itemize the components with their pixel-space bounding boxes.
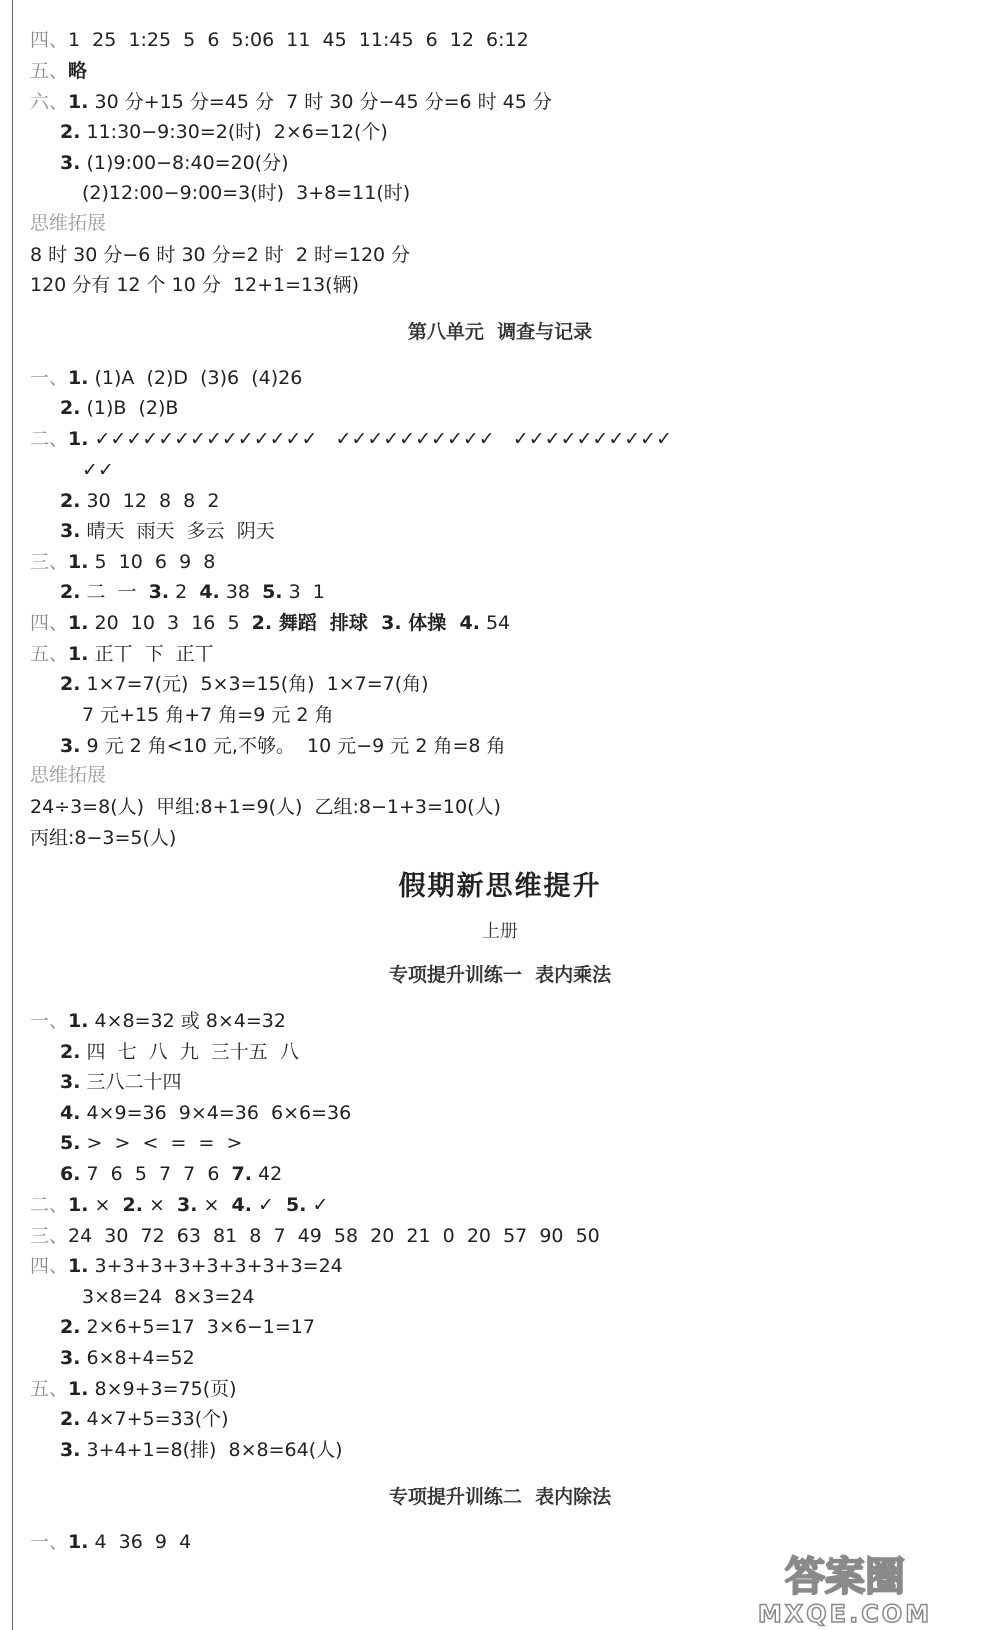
answer-line: 一、1. 4 36 9 4 (30, 1531, 192, 1553)
answer-line: 3. (1)9:00−8:40=20(分) (60, 152, 289, 174)
answer-line: 3. 9 元 2 角<10 元,不够。 10 元−9 元 2 角=8 角 (60, 735, 506, 757)
answer-line: 2. 30 12 8 8 2 (60, 490, 220, 512)
answer-line: 2. 11:30−9:30=2(时) 2×6=12(个) (60, 121, 388, 143)
holiday-title: 假期新思维提升 (398, 871, 602, 902)
answer-line: 五、略 (30, 60, 88, 82)
answer-line: (2)12:00−9:00=3(时) 3+8=11(时) (82, 182, 411, 204)
answer-line: 2. (1)B (2)B (60, 397, 179, 419)
answer-line: 二、1. ✓✓✓✓✓✓✓✓✓✓✓✓✓✓ ✓✓✓✓✓✓✓✓✓✓ ✓✓✓✓✓✓✓✓✓✓ (30, 428, 673, 450)
left-margin-rule (12, 0, 13, 1630)
answer-line: 五、1. 8×9+3=75(页) (30, 1378, 237, 1400)
answer-line: 2. 二 一 3. 2 4. 38 5. 3 1 (60, 581, 325, 603)
answer-line: 2. 4×7+5=33(个) (60, 1408, 229, 1430)
answer-line: 5. > > < = = > (60, 1132, 243, 1154)
section-title-training2: 专项提升训练二 表内除法 (388, 1486, 612, 1508)
watermark-logo (700, 1546, 990, 1628)
answer-line: 六、1. 30 分+15 分=45 分 7 时 30 分−45 分=6 时 45 分 (30, 91, 552, 113)
answer-line: 四、1 25 1:25 5 6 5:06 11 45 11:45 6 12 6:12 (30, 29, 529, 51)
answer-line: 3. 6×8+4=52 (60, 1347, 195, 1369)
section-title-training1: 专项提升训练一 表内乘法 (388, 964, 612, 986)
answer-line: 三、24 30 72 63 81 8 7 49 58 20 21 0 20 57 90 50 (30, 1225, 600, 1247)
answer-line: 丙组:8−3=5(人) (30, 827, 177, 849)
answer-line: 三、1. 5 10 6 9 8 (30, 551, 216, 573)
answer-line: 3. 3+4+1=8(排) 8×8=64(人) (60, 1439, 343, 1461)
volume-label: 上册 (482, 921, 518, 942)
watermark-main-text: 答案圈 (785, 1554, 905, 1600)
thinking-extension-heading: 思维拓展 (30, 764, 107, 786)
section-title-unit8: 第八单元 调查与记录 (407, 321, 593, 343)
answer-line: 2. 2×6+5=17 3×6−1=17 (60, 1316, 315, 1338)
answer-line: 8 时 30 分−6 时 30 分=2 时 2 时=120 分 (30, 244, 411, 266)
answer-line: 3. 晴天 雨天 多云 阴天 (60, 520, 275, 542)
answer-line: 3×8=24 8×3=24 (82, 1286, 255, 1308)
thinking-extension-heading: 思维拓展 (30, 212, 107, 234)
answer-line: 7 元+15 角+7 角=9 元 2 角 (82, 704, 334, 726)
watermark-url: MXQE.COM (757, 1600, 933, 1628)
answer-line: 24÷3=8(人) 甲组:8+1=9(人) 乙组:8−1+3=10(人) (30, 796, 501, 818)
answer-line: 二、1. × 2. × 3. × 4. ✓ 5. ✓ (30, 1194, 329, 1216)
answer-line: 2. 1×7=7(元) 5×3=15(角) 1×7=7(角) (60, 673, 429, 695)
answer-line: 四、1. 3+3+3+3+3+3+3+3=24 (30, 1255, 343, 1277)
answer-line: 五、1. 正丅 下 正丅 (30, 643, 214, 665)
answer-line: 一、1. (1)A (2)D (3)6 (4)26 (30, 367, 303, 389)
answer-line: 四、1. 20 10 3 16 5 2. 舞蹈 排球 3. 体操 4. 54 (30, 612, 511, 634)
answer-line: 6. 7 6 5 7 7 6 7. 42 (60, 1163, 283, 1185)
answer-line: 一、1. 4×8=32 或 8×4=32 (30, 1010, 286, 1032)
answer-line: 4. 4×9=36 9×4=36 6×6=36 (60, 1102, 352, 1124)
answer-line: 3. 三八二十四 (60, 1071, 182, 1093)
answer-line: ✓✓ (82, 459, 114, 481)
answer-line: 2. 四 七 八 九 三十五 八 (60, 1041, 299, 1063)
answer-line: 120 分有 12 个 10 分 12+1=13(辆) (30, 274, 360, 296)
